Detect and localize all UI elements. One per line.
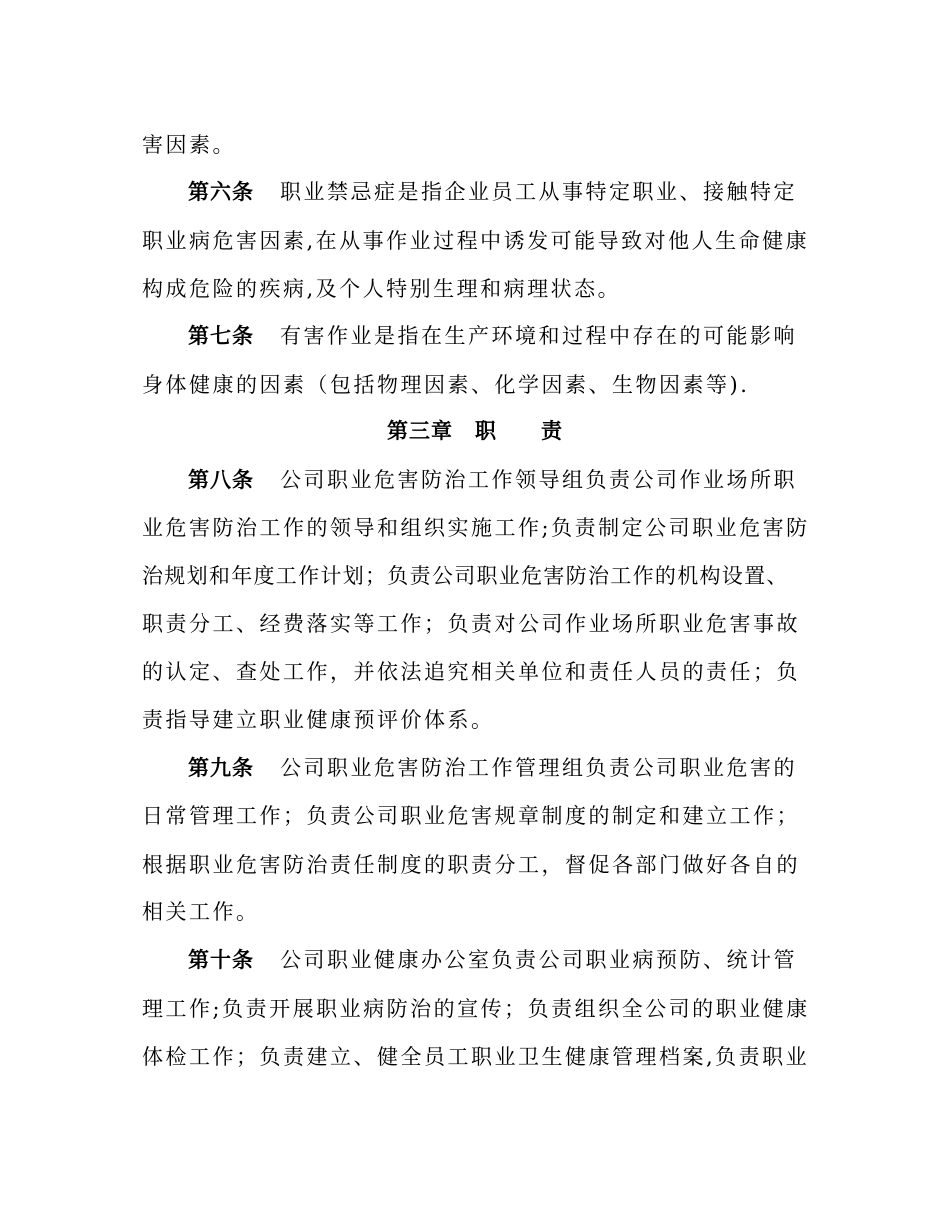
article-7-first-line xyxy=(188,322,797,350)
paragraph-line: 职业病危害因素,在从事作业过程中诱发可能导致对他人生命健康 xyxy=(142,229,810,253)
article-text: 职业禁忌症是指企业员工从事特定职业、接触特定 xyxy=(280,180,797,204)
article-number: 第六条 xyxy=(188,180,254,204)
paragraph-line: 根据职业危害防治责任制度的职责分工，督促各部门做好各自的 xyxy=(142,853,800,877)
paragraph-line: 身体健康的因素（包括物理因素、化学因素、生物因素等). xyxy=(142,373,750,397)
paragraph-line: 构成危险的疾病,及个人特别生理和病理状态。 xyxy=(142,277,622,301)
article-text: 有害作业是指在生产环境和过程中存在的可能影响 xyxy=(280,324,797,348)
chapter-heading: 第三章 职 责 xyxy=(387,419,563,443)
paragraph-line: 治规划和年度工作计划；负责公司职业危害防治工作的机构设置、 xyxy=(142,564,789,588)
article-number: 第九条 xyxy=(188,756,254,780)
paragraph-line: 害因素。 xyxy=(142,133,236,157)
paragraph-line: 的认定、查处工作，并依法追究相关单位和责任人员的责任；负 xyxy=(142,660,800,684)
paragraph-line: 职责分工、经费落实等工作；负责对公司作业场所职业危害事故 xyxy=(142,612,800,636)
article-number: 第十条 xyxy=(188,948,254,972)
article-text: 公司职业健康办公室负责公司职业病预防、统计管 xyxy=(280,948,797,972)
article-number: 第七条 xyxy=(188,324,254,348)
paragraph-line: 日常管理工作；负责公司职业危害规章制度的制定和建立工作； xyxy=(142,804,800,828)
paragraph-line: 责指导建立职业健康预评价体系。 xyxy=(142,708,495,732)
paragraph-line: 相关工作。 xyxy=(142,900,260,924)
article-10-first-line xyxy=(188,946,797,974)
paragraph-line: 理工作;负责开展职业病防治的宣传；负责组织全公司的职业健康 xyxy=(142,997,810,1021)
paragraph-line: 体检工作；负责建立、健全员工职业卫生健康管理档案,负责职业 xyxy=(142,1045,810,1069)
article-text: 公司职业危害防治工作管理组负责公司职业危害的 xyxy=(280,756,797,780)
article-6-first-line xyxy=(188,178,797,206)
article-9-first-line xyxy=(188,754,797,782)
article-8-first-line xyxy=(188,466,797,494)
paragraph-line: 业危害防治工作的领导和组织实施工作;负责制定公司职业危害防 xyxy=(142,516,810,540)
article-number: 第八条 xyxy=(188,468,254,492)
article-text: 公司职业危害防治工作领导组负责公司作业场所职 xyxy=(280,468,797,492)
